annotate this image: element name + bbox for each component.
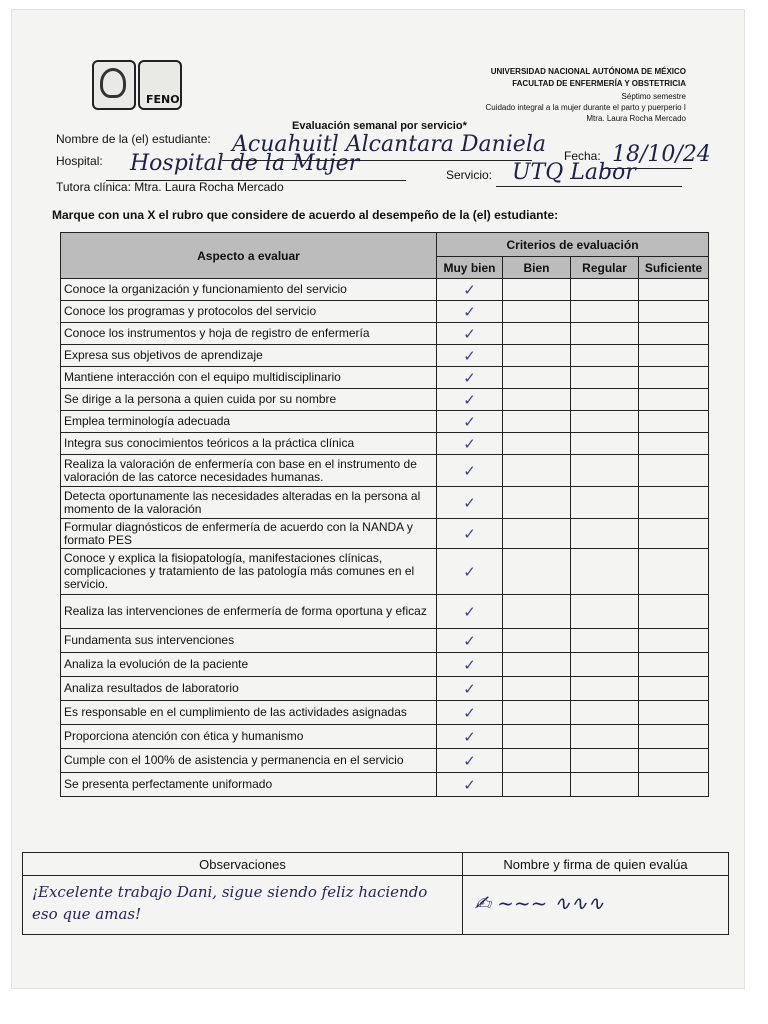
criteria-cell-regular[interactable] — [571, 725, 639, 749]
criteria-cell-regular[interactable] — [571, 389, 639, 411]
criteria-cell-bien[interactable] — [503, 653, 571, 677]
column-header: Suficiente — [639, 257, 709, 279]
check-mark-icon: ✓ — [463, 462, 476, 480]
criteria-cell-suficiente[interactable] — [639, 549, 709, 595]
teacher-name: Mtra. Laura Rocha Mercado — [586, 114, 686, 123]
date-label: Fecha: — [564, 149, 601, 163]
aspect-label: Conoce los instrumentos y hoja de registro de enfermería — [61, 323, 437, 345]
criteria-cell-suficiente[interactable] — [639, 323, 709, 345]
criteria-cell-bien[interactable] — [503, 279, 571, 301]
criteria-cell-suficiente[interactable] — [639, 389, 709, 411]
table-row — [61, 519, 709, 549]
aspect-label: Integra sus conocimientos teóricos a la práctica clínica — [61, 433, 437, 455]
criteria-cell-regular[interactable] — [571, 629, 639, 653]
criteria-cell-suficiente[interactable] — [639, 701, 709, 725]
check-mark-icon: ✓ — [463, 680, 476, 698]
evaluator-signature: ✍︎ ~~~ ∿∿∿ — [474, 891, 605, 915]
criteria-cell-muy-bien[interactable] — [437, 279, 503, 301]
criteria-cell-muy-bien[interactable] — [437, 595, 503, 629]
check-mark-icon: ✓ — [463, 391, 476, 409]
student-label: Nombre de la (el) estudiante: — [56, 132, 211, 146]
criteria-header: Criterios de evaluación — [437, 233, 709, 257]
aspect-label: Realiza la valoración de enfermería con base en el instrumento de valoración de las catorce necesidades humanas. — [61, 455, 437, 487]
unam-logo — [92, 60, 136, 110]
check-mark-icon: ✓ — [463, 752, 476, 770]
aspect-label: Cumple con el 100% de asistencia y permanencia en el servicio — [61, 749, 437, 773]
aspect-label: Se presenta perfectamente uniformado — [61, 773, 437, 797]
criteria-cell-bien[interactable] — [503, 455, 571, 487]
criteria-cell-muy-bien[interactable] — [437, 433, 503, 455]
aspect-label: Se dirige a la persona a quien cuida por su nombre — [61, 389, 437, 411]
table-row — [61, 595, 709, 629]
check-mark-icon: ✓ — [463, 525, 476, 543]
criteria-cell-suficiente[interactable] — [639, 367, 709, 389]
check-mark-icon: ✓ — [463, 347, 476, 365]
crest-icon — [100, 68, 126, 98]
criteria-cell-bien[interactable] — [503, 677, 571, 701]
evaluator-signature-field[interactable] — [463, 876, 729, 935]
check-mark-icon: ✓ — [463, 728, 476, 746]
criteria-cell-suficiente[interactable] — [639, 487, 709, 519]
evaluation-table — [60, 232, 709, 797]
check-mark-icon: ✓ — [463, 303, 476, 321]
check-mark-icon: ✓ — [463, 494, 476, 512]
table-row — [61, 323, 709, 345]
criteria-cell-bien[interactable] — [503, 725, 571, 749]
criteria-cell-regular[interactable] — [571, 773, 639, 797]
criteria-cell-regular[interactable] — [571, 433, 639, 455]
criteria-cell-regular[interactable] — [571, 345, 639, 367]
table-row — [61, 749, 709, 773]
criteria-cell-suficiente[interactable] — [639, 773, 709, 797]
criteria-cell-muy-bien[interactable] — [437, 549, 503, 595]
aspect-label: Es responsable en el cumplimiento de las actividades asignadas — [61, 701, 437, 725]
table-row — [61, 701, 709, 725]
aspect-label: Emplea terminología adecuada — [61, 411, 437, 433]
criteria-cell-regular[interactable] — [571, 701, 639, 725]
criteria-cell-suficiente[interactable] — [639, 725, 709, 749]
form-title: Evaluación semanal por servicio* — [292, 120, 467, 132]
criteria-cell-suficiente[interactable] — [639, 749, 709, 773]
criteria-cell-muy-bien[interactable] — [437, 301, 503, 323]
criteria-cell-suficiente[interactable] — [639, 411, 709, 433]
table-row — [61, 725, 709, 749]
criteria-cell-regular[interactable] — [571, 411, 639, 433]
table-row — [61, 455, 709, 487]
criteria-cell-suficiente[interactable] — [639, 279, 709, 301]
criteria-cell-suficiente[interactable] — [639, 301, 709, 323]
table-row — [61, 549, 709, 595]
observations-table — [22, 852, 729, 935]
check-mark-icon: ✓ — [463, 413, 476, 431]
column-header: Bien — [503, 257, 571, 279]
column-header: Regular — [571, 257, 639, 279]
criteria-cell-bien[interactable] — [503, 411, 571, 433]
aspect-label: Conoce los programas y protocolos del servicio — [61, 301, 437, 323]
criteria-cell-muy-bien[interactable] — [437, 725, 503, 749]
criteria-cell-muy-bien[interactable] — [437, 345, 503, 367]
check-mark-icon: ✓ — [463, 281, 476, 299]
criteria-cell-muy-bien[interactable] — [437, 455, 503, 487]
criteria-cell-muy-bien[interactable] — [437, 367, 503, 389]
criteria-cell-regular[interactable] — [571, 279, 639, 301]
check-mark-icon: ✓ — [463, 325, 476, 343]
table-row — [61, 389, 709, 411]
check-mark-icon: ✓ — [463, 632, 476, 650]
criteria-cell-bien[interactable] — [503, 367, 571, 389]
criteria-cell-suficiente[interactable] — [639, 629, 709, 653]
criteria-cell-regular[interactable] — [571, 367, 639, 389]
tutor-label: Tutora clínica: Mtra. Laura Rocha Mercado — [56, 180, 284, 194]
hospital-label: Hospital: — [56, 154, 103, 168]
criteria-cell-muy-bien[interactable] — [437, 519, 503, 549]
aspect-label: Expresa sus objetivos de aprendizaje — [61, 345, 437, 367]
aspect-label: Analiza resultados de laboratorio — [61, 677, 437, 701]
check-mark-icon: ✓ — [463, 656, 476, 674]
criteria-cell-regular[interactable] — [571, 323, 639, 345]
check-mark-icon: ✓ — [463, 435, 476, 453]
table-row — [61, 677, 709, 701]
service-label: Servicio: — [446, 168, 493, 182]
table-row — [61, 411, 709, 433]
table-row — [61, 629, 709, 653]
faculty-name: FACULTAD DE ENFERMERÍA Y OBSTETRICIA — [512, 79, 686, 88]
check-mark-icon: ✓ — [463, 563, 476, 581]
criteria-cell-bien[interactable] — [503, 549, 571, 595]
criteria-cell-regular[interactable] — [571, 519, 639, 549]
criteria-cell-bien[interactable] — [503, 433, 571, 455]
observations-header: Observaciones — [23, 853, 463, 876]
aspect-label: Conoce y explica la fisiopatología, manifestaciones clínicas, complicaciones y tratamiento de las patología más comunes en el servicio. — [61, 549, 437, 595]
criteria-cell-bien[interactable] — [503, 519, 571, 549]
criteria-cell-regular[interactable] — [571, 549, 639, 595]
check-mark-icon: ✓ — [463, 369, 476, 387]
table-row — [61, 301, 709, 323]
date-field[interactable]: 18/10/24 — [612, 142, 711, 167]
check-mark-icon: ✓ — [463, 603, 476, 621]
criteria-cell-muy-bien[interactable] — [437, 653, 503, 677]
feno-logo — [138, 60, 182, 110]
criteria-cell-regular[interactable] — [571, 301, 639, 323]
evaluator-header: Nombre y firma de quien evalúa — [463, 853, 729, 876]
criteria-cell-bien[interactable] — [503, 773, 571, 797]
aspect-label: Realiza las intervenciones de enfermería de forma oportuna y eficaz — [61, 595, 437, 629]
aspect-label: Detecta oportunamente las necesidades alteradas en la persona al momento de la valoración — [61, 487, 437, 519]
criteria-cell-suficiente[interactable] — [639, 595, 709, 629]
instructions: Marque con una X el rubro que considere de acuerdo al desempeño de la (el) estudiante: — [52, 208, 559, 222]
aspect-label: Conoce la organización y funcionamiento del servicio — [61, 279, 437, 301]
observations-field[interactable] — [23, 876, 463, 935]
aspect-label: Analiza la evolución de la paciente — [61, 653, 437, 677]
criteria-cell-regular[interactable] — [571, 653, 639, 677]
course-name: Cuidado integral a la mujer durante el parto y puerperio I — [485, 103, 686, 112]
criteria-cell-regular[interactable] — [571, 487, 639, 519]
criteria-cell-bien[interactable] — [503, 701, 571, 725]
criteria-cell-suficiente[interactable] — [639, 519, 709, 549]
aspect-label: Fundamenta sus intervenciones — [61, 629, 437, 653]
criteria-cell-regular[interactable] — [571, 677, 639, 701]
criteria-cell-muy-bien[interactable] — [437, 749, 503, 773]
criteria-cell-suficiente[interactable] — [639, 677, 709, 701]
aspect-label: Formular diagnósticos de enfermería de acuerdo con la NANDA y formato PES — [61, 519, 437, 549]
semester: Séptimo semestre — [621, 92, 686, 101]
criteria-cell-bien[interactable] — [503, 487, 571, 519]
aspect-label: Mantiene interacción con el equipo multidisciplinario — [61, 367, 437, 389]
criteria-cell-muy-bien[interactable] — [437, 323, 503, 345]
criteria-cell-suficiente[interactable] — [639, 345, 709, 367]
criteria-cell-muy-bien[interactable] — [437, 629, 503, 653]
criteria-cell-bien[interactable] — [503, 389, 571, 411]
table-row — [61, 487, 709, 519]
criteria-cell-bien[interactable] — [503, 595, 571, 629]
service-line — [496, 186, 682, 187]
check-mark-icon: ✓ — [463, 776, 476, 794]
criteria-cell-regular[interactable] — [571, 455, 639, 487]
table-row — [61, 345, 709, 367]
criteria-cell-muy-bien[interactable] — [437, 677, 503, 701]
criteria-cell-muy-bien[interactable] — [437, 411, 503, 433]
criteria-cell-bien[interactable] — [503, 345, 571, 367]
table-row — [61, 773, 709, 797]
criteria-cell-regular[interactable] — [571, 595, 639, 629]
criteria-cell-bien[interactable] — [503, 629, 571, 653]
student-name-field[interactable]: Acuahuitl Alcantara Daniela — [232, 132, 546, 157]
criteria-cell-bien[interactable] — [503, 749, 571, 773]
criteria-cell-bien[interactable] — [503, 301, 571, 323]
criteria-cell-bien[interactable] — [503, 323, 571, 345]
feno-logo-text: FENO — [146, 93, 180, 106]
criteria-cell-muy-bien[interactable] — [437, 389, 503, 411]
hospital-field[interactable]: Hospital de la Mujer — [130, 151, 360, 176]
column-header: Muy bien — [437, 257, 503, 279]
check-mark-icon: ✓ — [463, 704, 476, 722]
service-field[interactable]: UTQ Labor — [512, 160, 636, 185]
table-row — [61, 367, 709, 389]
observations-text: ¡Excelente trabajo Dani, sigue siendo feliz haciendo eso que amas! — [32, 883, 428, 923]
criteria-cell-muy-bien[interactable] — [437, 773, 503, 797]
aspect-header: Aspecto a evaluar — [61, 233, 437, 279]
criteria-cell-muy-bien[interactable] — [437, 701, 503, 725]
table-row — [61, 653, 709, 677]
table-row — [61, 433, 709, 455]
criteria-cell-suficiente[interactable] — [639, 433, 709, 455]
criteria-cell-suficiente[interactable] — [639, 455, 709, 487]
university-name: UNIVERSIDAD NACIONAL AUTÓNOMA DE MÉXICO — [490, 67, 686, 76]
criteria-cell-regular[interactable] — [571, 749, 639, 773]
criteria-cell-suficiente[interactable] — [639, 653, 709, 677]
criteria-cell-muy-bien[interactable] — [437, 487, 503, 519]
evaluation-rows — [61, 279, 709, 797]
aspect-label: Proporciona atención con ética y humanismo — [61, 725, 437, 749]
table-row — [61, 279, 709, 301]
